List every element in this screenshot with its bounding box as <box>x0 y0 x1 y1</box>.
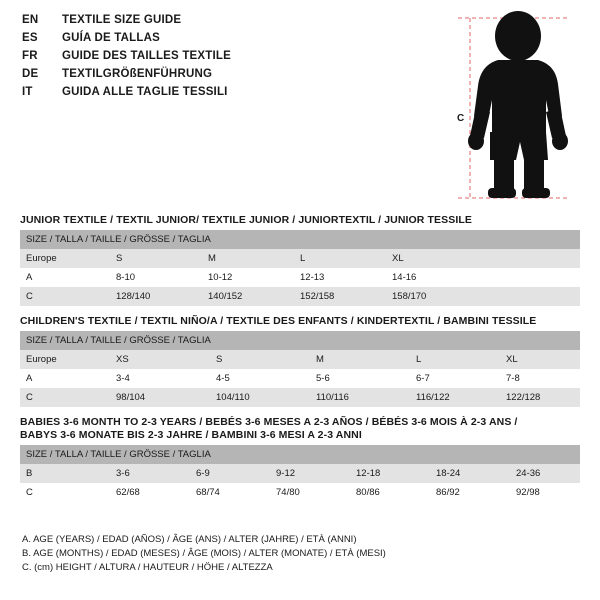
section-childrens-textile <box>20 315 580 407</box>
legend-line-a: A. AGE (YEARS) / EDAD (AÑOS) / ÂGE (ANS) / ALTER (JAHRE) / ETÀ (ANNI) <box>22 534 357 545</box>
cell: XL <box>386 249 478 268</box>
cell: S <box>110 249 202 268</box>
cell-empty <box>478 287 580 306</box>
table-row <box>20 369 580 388</box>
table-row <box>20 350 580 369</box>
language-code-it: IT <box>22 86 33 98</box>
row-label: A <box>20 268 110 287</box>
cell: M <box>310 350 410 369</box>
cell: 24-36 <box>510 464 580 483</box>
cell: 5-6 <box>310 369 410 388</box>
size-table-children <box>20 331 580 407</box>
section-title-junior: JUNIOR TEXTILE / TEXTIL JUNIOR/ TEXTILE JUNIOR / JUNIORTEXTIL / JUNIOR TESSILE <box>20 214 472 226</box>
cell: 14-16 <box>386 268 478 287</box>
header-row-it <box>22 86 422 104</box>
cell: 158/170 <box>386 287 478 306</box>
header-title-fr: GUIDE DES TAILLES TEXTILE <box>62 50 231 62</box>
child-figure <box>440 8 590 208</box>
header-row-de <box>22 68 422 86</box>
cell: 104/110 <box>210 388 310 407</box>
cell: S <box>210 350 310 369</box>
cell: 152/158 <box>294 287 386 306</box>
cell: 3-4 <box>110 369 210 388</box>
header-title-en: TEXTILE SIZE GUIDE <box>62 14 182 26</box>
size-header-label: SIZE / TALLA / TAILLE / GRÖSSE / TAGLIA <box>20 230 580 249</box>
cell: 110/116 <box>310 388 410 407</box>
cell: 3-6 <box>110 464 190 483</box>
table-row <box>20 388 580 407</box>
cell: 6-9 <box>190 464 270 483</box>
row-label: C <box>20 388 110 407</box>
header-title-es: GUÍA DE TALLAS <box>62 32 160 44</box>
cell: 6-7 <box>410 369 500 388</box>
row-label: Europe <box>20 350 110 369</box>
cell: 92/98 <box>510 483 580 502</box>
table-row <box>20 249 580 268</box>
header-row-en <box>22 14 422 32</box>
language-code-fr: FR <box>22 50 38 62</box>
cell: 98/104 <box>110 388 210 407</box>
cell: 8-10 <box>110 268 202 287</box>
size-table-babies <box>20 445 580 502</box>
legend-line-c: C. (cm) HEIGHT / ALTURA / HAUTEUR / HÖHE / ALTEZZA <box>22 562 273 573</box>
table-header-row <box>20 445 580 464</box>
cell: 122/128 <box>500 388 580 407</box>
legend-line-b: B. AGE (MONTHS) / EDAD (MESES) / ÂGE (MOIS) / ALTER (MONATE) / ETÀ (MESI) <box>22 548 386 559</box>
section-junior-textile <box>20 214 580 306</box>
header-title-it: GUIDA ALLE TAGLIE TESSILI <box>62 86 228 98</box>
legend <box>22 533 582 575</box>
row-label: A <box>20 369 110 388</box>
cell: 4-5 <box>210 369 310 388</box>
row-label: Europe <box>20 249 110 268</box>
cell: 62/68 <box>110 483 190 502</box>
table-row <box>20 287 580 306</box>
language-code-de: DE <box>22 68 39 80</box>
cell: M <box>202 249 294 268</box>
cell: 116/122 <box>410 388 500 407</box>
cell: 10-12 <box>202 268 294 287</box>
cell: 74/80 <box>270 483 350 502</box>
row-label: C <box>20 287 110 306</box>
language-code-es: ES <box>22 32 38 44</box>
figure-height-label: C <box>457 113 465 124</box>
section-title-babies: BABIES 3-6 MONTH TO 2-3 YEARS / BEBÉS 3-6 MESES A 2-3 AÑOS / BÉBÉS 3-6 MOIS À 2-3 ANS / BABYS 3-6 MONATE BIS 2-3 JAHRE / BAMBINI 3-6 MESI A 2-3 ANNI <box>20 416 518 441</box>
table-row <box>20 268 580 287</box>
size-table-junior <box>20 230 580 306</box>
cell: 7-8 <box>500 369 580 388</box>
header-title-de: TEXTILGRÖßENFÜHRUNG <box>62 68 213 80</box>
size-header-label: SIZE / TALLA / TAILLE / GRÖSSE / TAGLIA <box>20 445 580 464</box>
cell: 18-24 <box>430 464 510 483</box>
table-row <box>20 483 580 502</box>
child-silhouette-icon <box>440 8 590 208</box>
size-header-label: SIZE / TALLA / TAILLE / GRÖSSE / TAGLIA <box>20 331 580 350</box>
section-title-children: CHILDREN'S TEXTILE / TEXTIL NIÑO/A / TEXTILE DES ENFANTS / KINDERTEXTIL / BAMBINI TESSILE <box>20 315 537 327</box>
cell: 140/152 <box>202 287 294 306</box>
cell: 68/74 <box>190 483 270 502</box>
header-row-es <box>22 32 422 50</box>
header-row-fr <box>22 50 422 68</box>
table-header-row <box>20 331 580 350</box>
cell: 12-13 <box>294 268 386 287</box>
cell: L <box>294 249 386 268</box>
cell: 86/92 <box>430 483 510 502</box>
row-label: C <box>20 483 110 502</box>
cell: 9-12 <box>270 464 350 483</box>
cell-empty <box>478 249 580 268</box>
table-row <box>20 464 580 483</box>
section-babies-textile <box>20 416 580 502</box>
cell: 80/86 <box>350 483 430 502</box>
cell: 128/140 <box>110 287 202 306</box>
language-code-en: EN <box>22 14 39 26</box>
row-label: B <box>20 464 110 483</box>
cell: 12-18 <box>350 464 430 483</box>
table-header-row <box>20 230 580 249</box>
header-titles <box>22 14 422 104</box>
cell: XL <box>500 350 580 369</box>
cell: XS <box>110 350 210 369</box>
cell-empty <box>478 268 580 287</box>
cell: L <box>410 350 500 369</box>
